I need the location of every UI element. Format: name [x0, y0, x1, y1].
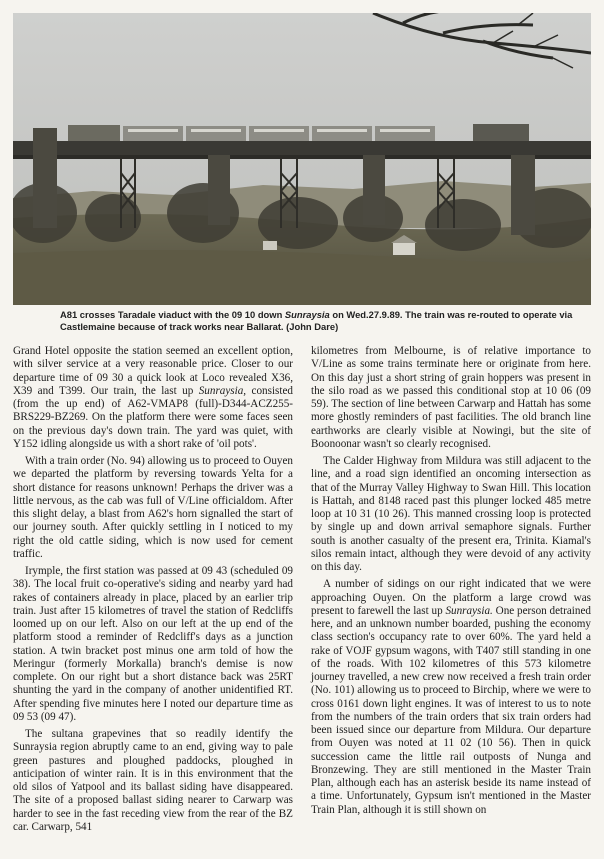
paragraph: Irymple, the first station was passed at 09 43 (scheduled 09 38). The local fruit co-operative's siding and nearby yard had rakes of containers already in place, placed by an earlier trip train. Just after 15 kilometres of travel the station of Redcliffs loomed up on our left. Also on our left at the up end of the platform stood a reminder of Redcliff's days as a junction station. A twin bracket post minus one arm told of how the Meringur (formerly Morkalla) branch's demise is now complete. On our right but a short distance back was 25RT shunting the yard in the company of another unidentified RT. After spending five minutes here I noted our departure time as 09 53 (09 47).: [13, 565, 293, 723]
paragraph: [13, 345, 293, 451]
paragraph-text: Grand Hotel opposite the station seemed an excellent option, with silver service at a very reasonable price. Closer to our departure time of 09 30 a quick look at Loco revealed X36, X39 and T399. Our train, the last up: [13, 345, 293, 397]
paragraph-text: One person detrained here, and an unknown number boarded, pushing the economy class section's occupancy rate to over 60%. The yard held a rake of VOJF gypsum wagons, with T407 still standing in one of the roads. With 102 kilometres of this 573 kilometre journey travelled, a new crew now received a fresh train order (No. 101) allowing us to proceed to Birchip, where we were to cross 0161 down light engines. It was of interest to us to note from the numbers of the train orders that six train orders had been issued since our departure from Mildura. Our departure from Ouyen was noted at 11 02 (10 56). Then in quick succession came the little rail outposts of Nunga and Bronzewing. They are still mentioned in the Master Train Plan, although each has an asterisk beside its name instead of a time. Unfortunately, Gypsum isn't mentioned in the Master Train Plan, although it is still shown on: [311, 604, 591, 816]
left-column: [13, 345, 293, 838]
paragraph: With a train order (No. 94) allowing us to proceed to Ouyen we departed the platform by reversing towards Yelta for a short distance for reasons unknown! Perhaps the driver was a little nervous, as the cab was full of V/Line officialdom. After this slight delay, a blast from A62's horn signalled the start of our journey south. After quickly settling in I noticed to my right the old cattle siding, which is now used for cement traffic.: [13, 455, 293, 560]
caption-text-1: A81 crosses Taradale viaduct with the 09 10 down: [60, 309, 285, 320]
viaduct-photo: [13, 13, 591, 305]
caption-text-2: on Wed.27.9.89. The train was re-routed to operate via Castlemaine because of track works near Ballarat. (John Dare): [60, 309, 573, 332]
right-column: [311, 345, 591, 821]
paragraph: kilometres from Melbourne, is of relative importance to V/Line as some trains terminate here or originate from here. On this day just a short string of grain hoppers was present in the silo road as we passed this conditional stop at 10 06 (09 59). The section of line between Carwarp and Hattah has some more ghostly reminders of past facilities. The old branch line earthworks are clearly visible at Nowingi, but the site of Boonoonar wasn't so clearly recognised.: [311, 345, 591, 450]
paragraph-text: A number of sidings on our right indicated that we were approaching Ouyen. On the platform a large crowd was present to farewell the last up: [311, 578, 591, 617]
caption-train-name: Sunraysia: [284, 309, 330, 320]
paragraph-text: consisted (from the up end) of A62-VMAP8 (full)-D344-ACZ255-BRS229-BZ269. On the platform there were some faces seen on the previous day's down train. The yard was quiet, with Y152 idling alongside us with a short rake of 'oil pots'.: [13, 384, 294, 450]
train-name: Sunraysia,: [198, 384, 247, 397]
paragraph: [311, 578, 591, 817]
paragraph: The sultana grapevines that so readily identify the Sunraysia region abruptly came to an end, giving way to pale green pastures and ploughed paddocks, ploughed in anticipation of winter rain. It is in this environment that the old silos of Yatpool and its ballast siding have disappeared. The site of a proposed ballast siding nearer to Carwarp was harder to see in the fast receding view from the rear of the BZ car. Carwarp, 541: [13, 728, 293, 833]
paragraph: The Calder Highway from Mildura was still adjacent to the line, and a road sign identified an oncoming intersection as that of the Murray Valley Highway to Swan Hill. This location is Hattah, and 8148 raced past this plunger locked 485 metre loop at 10 31 (10 26). This manned crossing loop is protected by single up and down arrival semaphore signals. Further south is another casualty of the present era, Trinita. Kiamal's silos remain intact, although they were devoid of any activity on this day.: [311, 455, 591, 573]
viaduct-photo-drawing: [13, 13, 591, 305]
photo-caption: [60, 309, 580, 333]
train-name: Sunraysia.: [445, 604, 493, 617]
